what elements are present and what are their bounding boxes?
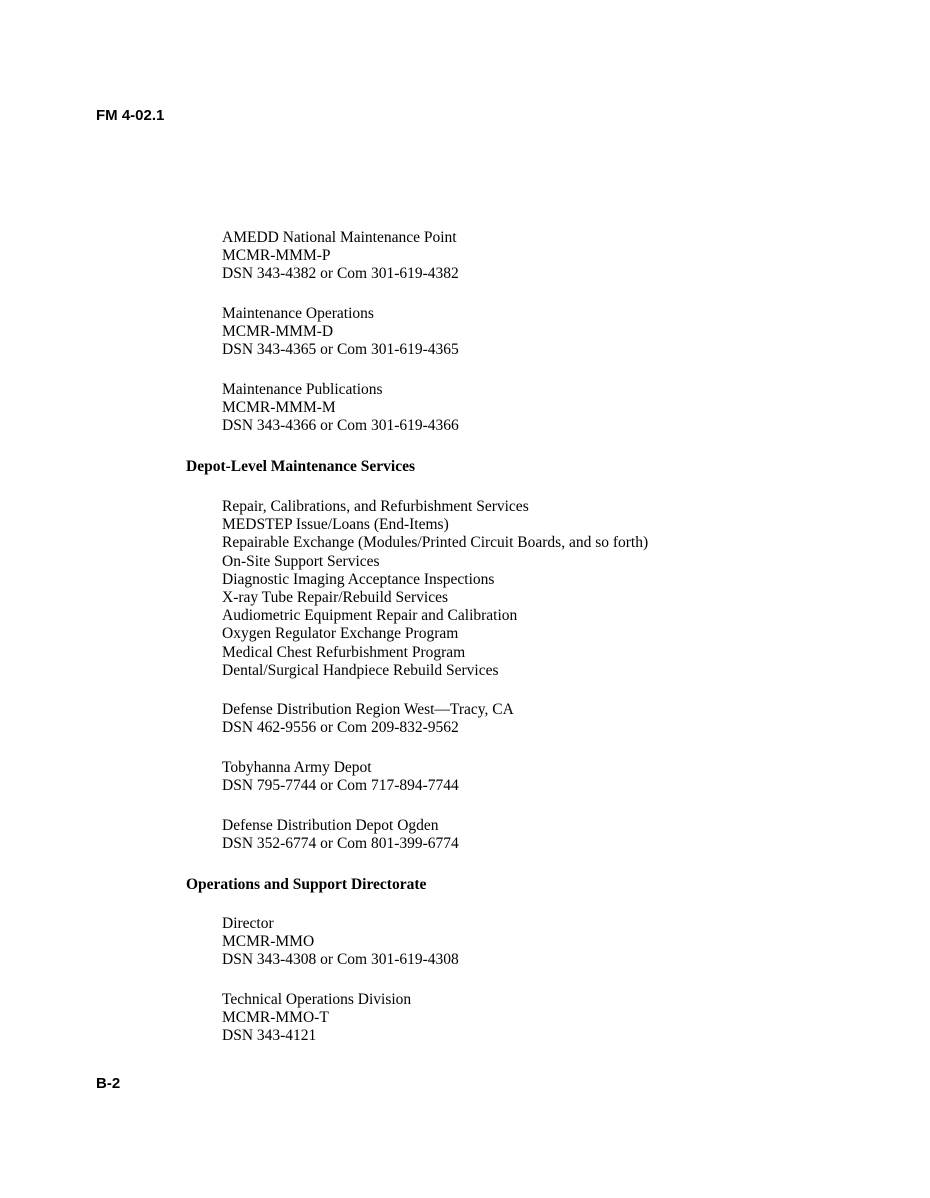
list-item: Oxygen Regulator Exchange Program xyxy=(222,625,459,643)
contact-office-code: MCMR-MMM-P xyxy=(222,247,331,265)
contact-name: Tobyhanna Army Depot xyxy=(222,759,372,776)
contact-office-code: MCMR-MMO-T xyxy=(222,1009,329,1027)
section-heading-operations: Operations and Support Directorate xyxy=(186,876,427,893)
list-item: Repair, Calibrations, and Refurbishment Services xyxy=(222,498,529,515)
list-item: Repairable Exchange (Modules/Printed Circuit Boards, and so forth) xyxy=(222,534,649,552)
contact-name: Director xyxy=(222,915,274,932)
contact-phone: DSN 795-7744 or Com 717-894-7744 xyxy=(222,777,459,795)
contact-name: Defense Distribution Region West—Tracy, CA xyxy=(222,701,514,718)
document-id: FM 4-02.1 xyxy=(96,107,165,124)
contact-phone: DSN 343-4308 or Com 301-619-4308 xyxy=(222,951,459,969)
page-number: B-2 xyxy=(96,1075,121,1092)
contact-office-code: MCMR-MMO xyxy=(222,933,315,951)
list-item: Diagnostic Imaging Acceptance Inspections xyxy=(222,570,495,588)
contact-phone: DSN 343-4121 xyxy=(222,1027,317,1045)
contact-name: AMEDD National Maintenance Point xyxy=(222,229,457,246)
contact-name: Defense Distribution Depot Ogden xyxy=(222,817,439,834)
contact-block-maintenance-publications xyxy=(222,381,459,436)
contact-phone: DSN 343-4365 or Com 301-619-4365 xyxy=(222,341,459,359)
section-heading-depot: Depot-Level Maintenance Services xyxy=(186,458,415,475)
contact-office-code: MCMR-MMM-M xyxy=(222,399,336,417)
contact-phone: DSN 343-4382 or Com 301-619-4382 xyxy=(222,265,459,283)
contact-block-director xyxy=(222,915,459,970)
contact-block-tobyhanna xyxy=(222,759,459,795)
contact-block-ogden xyxy=(222,817,459,853)
list-item: Medical Chest Refurbishment Program xyxy=(222,643,466,661)
contact-block-national-maintenance-point xyxy=(222,229,459,284)
contact-phone: DSN 343-4366 or Com 301-619-4366 xyxy=(222,417,459,435)
contact-block-tracy xyxy=(222,701,514,737)
contact-phone: DSN 352-6774 or Com 801-399-6774 xyxy=(222,835,459,853)
list-item: Audiometric Equipment Repair and Calibration xyxy=(222,607,518,625)
contact-office-code: MCMR-MMM-D xyxy=(222,323,334,341)
contact-name: Maintenance Operations xyxy=(222,305,374,322)
list-item: X-ray Tube Repair/Rebuild Services xyxy=(222,589,449,607)
contact-block-technical-operations xyxy=(222,991,411,1046)
depot-services-list xyxy=(222,498,648,680)
list-item: MEDSTEP Issue/Loans (End-Items) xyxy=(222,516,449,534)
list-item: Dental/Surgical Handpiece Rebuild Services xyxy=(222,661,499,679)
contact-phone: DSN 462-9556 or Com 209-832-9562 xyxy=(222,719,459,737)
contact-block-maintenance-operations xyxy=(222,305,459,360)
list-item: On-Site Support Services xyxy=(222,552,380,570)
contact-name: Maintenance Publications xyxy=(222,381,383,398)
contact-name: Technical Operations Division xyxy=(222,991,412,1008)
